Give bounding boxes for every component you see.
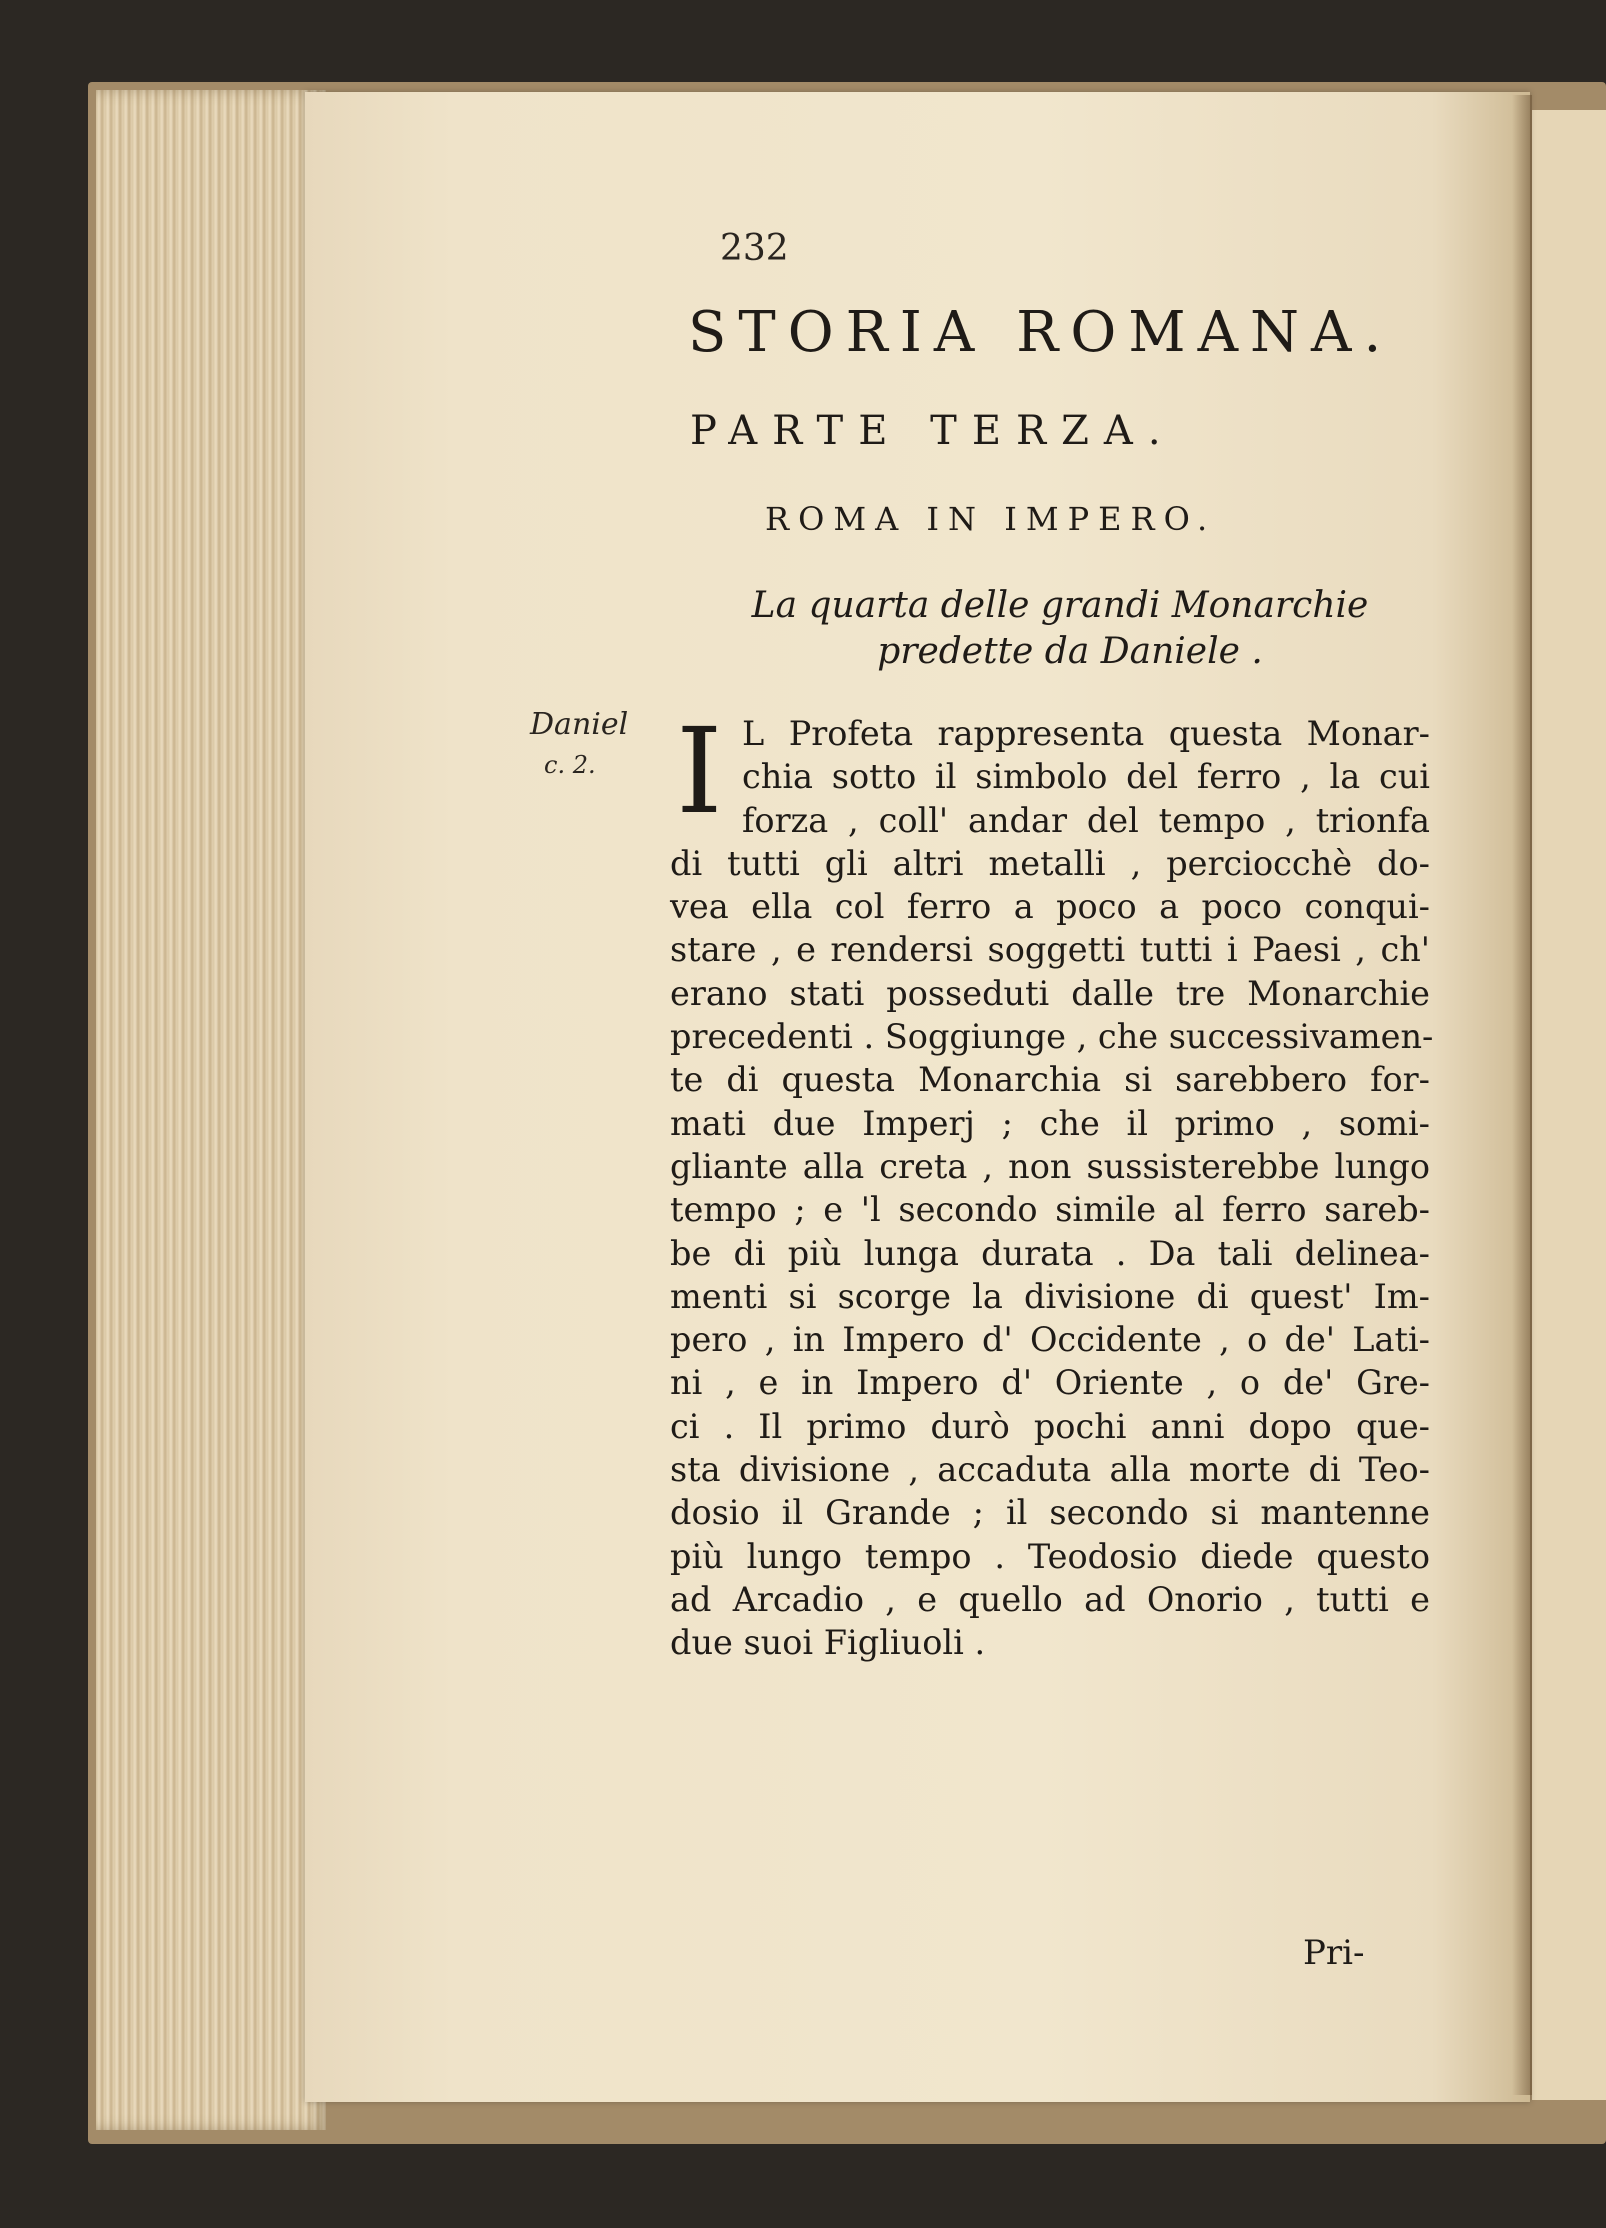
- text-line: tempo ; e 'l secondo simile al ferro sareb-: [670, 1190, 1430, 1230]
- text-line: pero , in Impero d' Occidente , o de' Lati-: [670, 1320, 1430, 1360]
- text-line: gliante alla creta , non sussisterebbe lungo: [670, 1146, 1430, 1186]
- text-line: be di più lunga durata . Da tali delinea-: [670, 1233, 1430, 1273]
- text-line: stare , e rendersi soggetti tutti i Paesi , ch': [670, 930, 1430, 970]
- text-line: mati due Imperj ; che il primo , somi-: [670, 1103, 1430, 1143]
- body-text: [670, 702, 1434, 1665]
- text-line: ad Arcadio , e quello ad Onorio , tutti e: [670, 1579, 1430, 1619]
- drop-cap: I: [676, 702, 723, 840]
- page-title: STORIA ROMANA.: [688, 300, 1394, 365]
- marginal-note: [530, 705, 628, 785]
- text-line: erano stati posseduti dalle tre Monarchie: [670, 973, 1430, 1013]
- text-line: più lungo tempo . Teodosio diede questo: [670, 1536, 1430, 1576]
- part-heading: PARTE TERZA.: [690, 408, 1176, 454]
- text-line: di tutti gli altri metalli , perciocchè do-: [670, 843, 1430, 883]
- page-number: 232: [720, 228, 789, 269]
- show-through: [640, 270, 1420, 290]
- text-line: sta divisione , accaduta alla morte di Teo-: [670, 1450, 1430, 1490]
- marginal-note-line: c. 2.: [544, 751, 596, 779]
- text-line: L Profeta rappresenta questa Monar-: [742, 714, 1430, 753]
- page-edges: [96, 90, 326, 2130]
- text-line: te di questa Monarchia si sarebbero for-: [670, 1060, 1430, 1100]
- catchword: Pri-: [1303, 1933, 1365, 1973]
- marginal-note-line: Daniel: [530, 707, 629, 742]
- gutter-shadow: [1512, 95, 1532, 2095]
- text-line: ni , e in Impero d' Oriente , o de' Gre-: [670, 1363, 1430, 1403]
- text-line: dosio il Grande ; il secondo si mantenne: [670, 1493, 1430, 1533]
- subtitle-line: La quarta delle grandi Monarchie: [751, 585, 1369, 626]
- text-line: forza , coll' andar del tempo , trionfa: [742, 800, 1430, 840]
- section-heading: ROMA IN IMPERO.: [765, 500, 1217, 538]
- subtitle-line: predette da Daniele .: [877, 631, 1263, 672]
- text-line: vea ella col ferro a poco a poco conqui-: [670, 887, 1430, 927]
- text-line: menti si scorge la divisione di quest' Im-: [670, 1276, 1430, 1316]
- text-line: precedenti . Soggiunge , che successivamen-: [670, 1017, 1434, 1057]
- text-line: ci . Il primo durò pochi anni dopo que-: [670, 1406, 1430, 1446]
- facing-page-edge: [1532, 110, 1606, 2100]
- text-line: due suoi Figliuoli .: [670, 1623, 986, 1663]
- text-line: chia sotto il simbolo del ferro , la cui: [742, 757, 1430, 797]
- chapter-subtitle: [745, 583, 1395, 675]
